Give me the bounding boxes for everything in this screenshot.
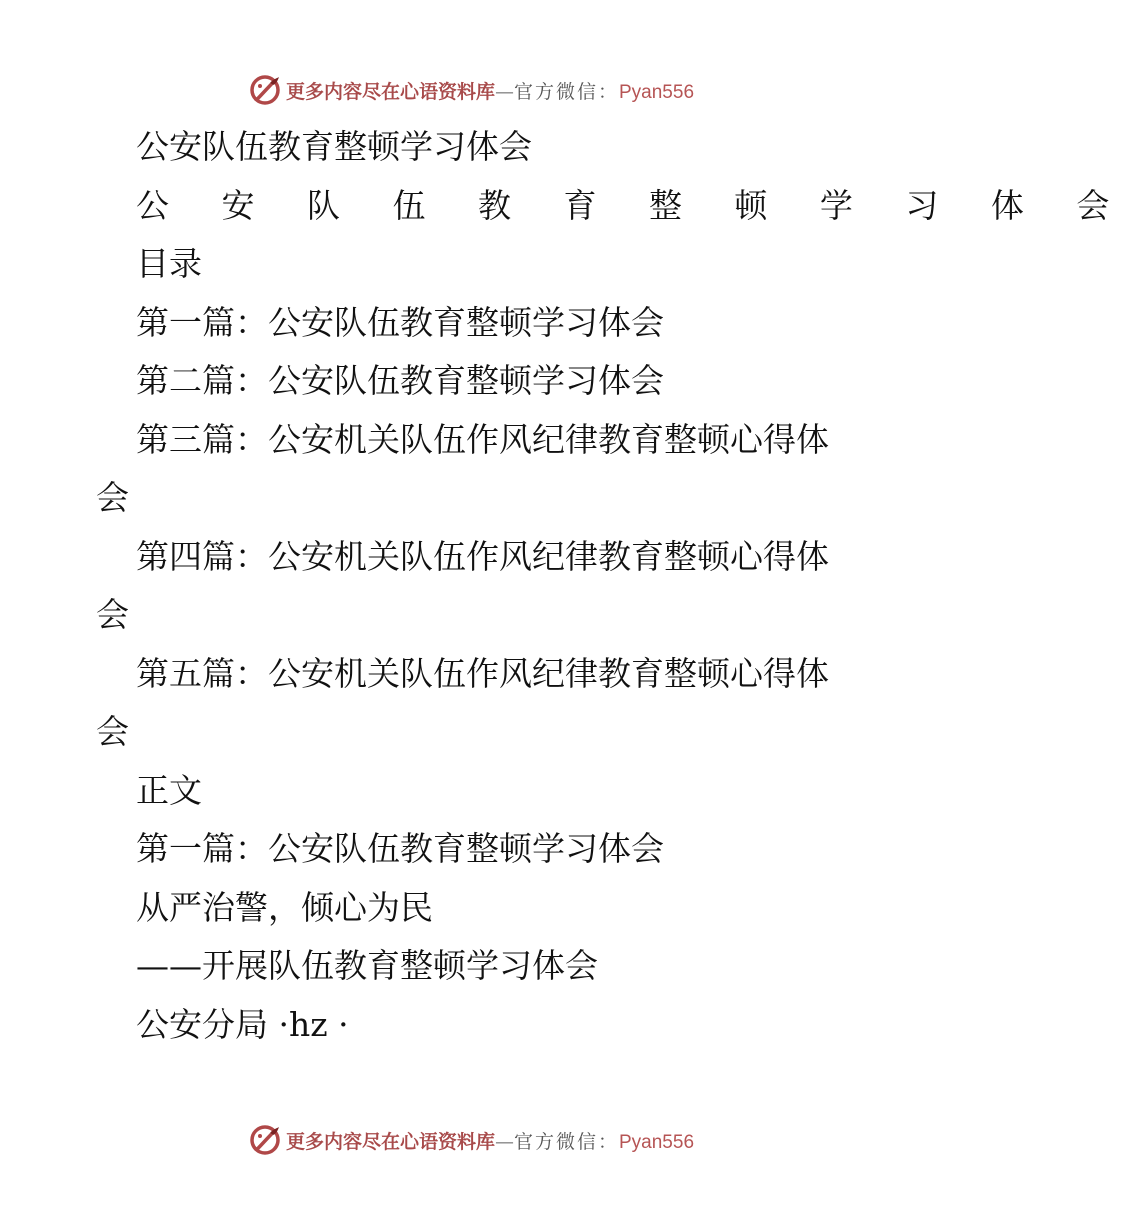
banner-text (286, 77, 694, 104)
doc-title: 公安队伍教育整顿学习体会 (136, 127, 532, 166)
banner-sub-text: 官方微信： (513, 1130, 619, 1153)
toc-item-1: 第一篇：公安队伍教育整顿学习体会 (136, 302, 664, 342)
brush-logo-icon (248, 1123, 282, 1157)
author-line: 公安分局 ·hz · (136, 1004, 349, 1044)
banner-sub-text: 官方微信： (513, 80, 619, 103)
article-title: 从严治警，倾心为民 (136, 887, 433, 927)
body-heading: 正文 (136, 770, 202, 810)
banner-text (286, 1127, 694, 1154)
toc-item-4-continued: 会 (96, 595, 129, 634)
toc-item-5-continued: 会 (96, 712, 129, 751)
document-body (96, 118, 1130, 1054)
toc-item-2: 第二篇：公安队伍教育整顿学习体会 (136, 361, 664, 400)
footer-watermark-banner (0, 1120, 950, 1160)
toc-item-5: 第五篇：公安机关队伍作风纪律教育整顿心得体 (136, 653, 829, 693)
banner-main-text: 更多内容尽在心语资料库 (285, 1130, 495, 1153)
banner-main-text: 更多内容尽在心语资料库 (285, 80, 495, 103)
article-subtitle: ——开展队伍教育整顿学习体会 (136, 946, 598, 985)
toc-item-3: 第三篇：公安机关队伍作风纪律教育整顿心得体 (136, 419, 829, 459)
header-watermark-banner (0, 70, 950, 110)
banner-dash: — (494, 1130, 514, 1153)
toc-heading: 目录 (136, 244, 202, 283)
banner-handle: Pyan556 (619, 1131, 695, 1153)
banner-handle: Pyan556 (619, 81, 695, 103)
chapter-title: 第一篇：公安队伍教育整顿学习体会 (136, 829, 664, 868)
banner-dash: — (494, 80, 514, 103)
toc-item-3-continued: 会 (96, 478, 129, 517)
brush-logo-icon (248, 73, 282, 107)
toc-item-4: 第四篇：公安机关队伍作风纪律教育整顿心得体 (136, 536, 829, 576)
doc-title-spaced: 公 安 队 伍 教 育 整 顿 学 习 体 会 (136, 185, 1130, 225)
